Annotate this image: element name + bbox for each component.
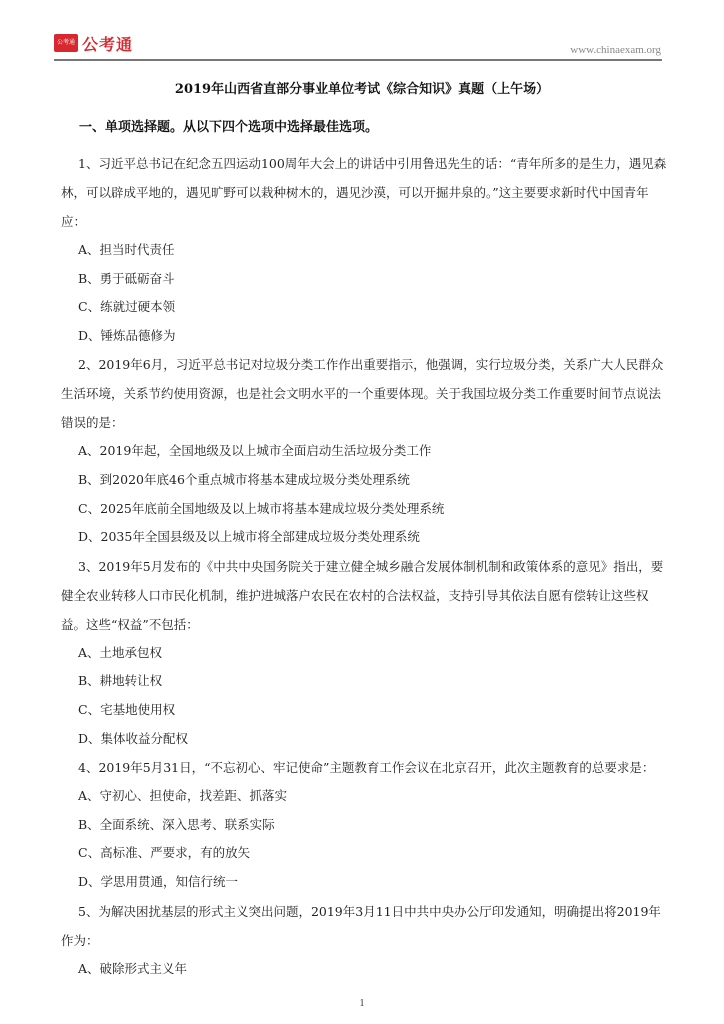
- document-title: 2019年山西省直部分事业单位考试《综合知识》真题（上午场）: [174, 82, 550, 97]
- question-stem-3: 3、2019年5月发布的《中共中央国务院关于建立健全城乡融合发展体制机制和政策体系的意见》指出，要健全农业转移人口市民化机制，维护进城落户农民在农村的合法权益，支持引导其依法自愿有偿转让这些权益。这些“权益”不包括：: [61, 558, 664, 632]
- question-3-option-c: C、宅基地使用权: [78, 701, 176, 717]
- question-stem-4: 4、2019年5月31日，“不忘初心、牢记使命”主题教育工作会议在北京召开，此次主题教育的总要求是：: [78, 760, 655, 776]
- question-stem-5: 5、为解决困扰基层的形式主义突出问题，2019年3月11日中共中央办公厅印发通知，明确提出将2019年作为：: [61, 903, 661, 948]
- question-3-option-d: D、集体收益分配权: [78, 730, 189, 746]
- question-2-option-d: D、2035年全国县级及以上城市将全部建成垃圾分类处理系统: [78, 529, 420, 545]
- question-3-option-a: A、土地承包权: [78, 644, 163, 660]
- question-1-option-d: D、锤炼品德修为: [78, 327, 176, 343]
- section-heading: 一、单项选择题。从以下四个选项中选择最佳选项。: [79, 120, 379, 135]
- question-stem-1: 1、习近平总书记在纪念五四运动100周年大会上的讲话中引用鲁迅先生的话：“青年所多的是生力，遇见森林，可以辟成平地的，遇见旷野可以栽种树木的，遇见沙漠，可以开掘井泉的。”这主要要求新时代中国青年应：: [61, 156, 667, 229]
- site-url[interactable]: www.chinaexam.org: [570, 44, 661, 56]
- question-2-option-b: B、到2020年底46个重点城市将基本建成垃圾分类处理系统: [78, 471, 410, 487]
- question-1-option-b: B、勇于砥砺奋斗: [78, 270, 175, 286]
- question-4-option-b: B、全面系统、深入思考、联系实际: [78, 816, 275, 832]
- question-1-option-a: A、担当时代责任: [78, 242, 175, 257]
- question-4-option-c: C、高标准、严要求，有的放矢: [78, 845, 251, 861]
- header-divider: [54, 59, 662, 61]
- question-stem-2: 2、2019年6月，习近平总书记对垃圾分类工作作出重要指示，他强调，实行垃圾分类，关系广大人民群众生活环境，关系节约使用资源，也是社会文明水平的一个重要体现。关于我国垃圾分类工作重要时间节点说法错误的是：: [61, 357, 664, 431]
- brand-logo-badge: 公考通: [54, 34, 78, 52]
- question-3-option-b: B、耕地转让权: [78, 673, 163, 689]
- question-2-option-c: C、2025年底前全国地级及以上城市将基本建成垃圾分类处理系统: [78, 500, 445, 516]
- question-4-option-d: D、学思用贯通，知信行统一: [78, 873, 239, 889]
- page-header: [0, 0, 724, 62]
- question-1-option-c: C、练就过硬本领: [78, 299, 176, 315]
- question-2-option-a: A、2019年起，全国地级及以上城市全面启动生活垃圾分类工作: [78, 443, 432, 459]
- question-5-option-a: A、破除形式主义年: [78, 960, 188, 976]
- page-number: 1: [359, 998, 365, 1009]
- document-body: [61, 116, 667, 983]
- brand-logo-text: 公考通: [82, 35, 134, 54]
- question-4-option-a: A、守初心、担使命，找差距、抓落实: [78, 788, 288, 804]
